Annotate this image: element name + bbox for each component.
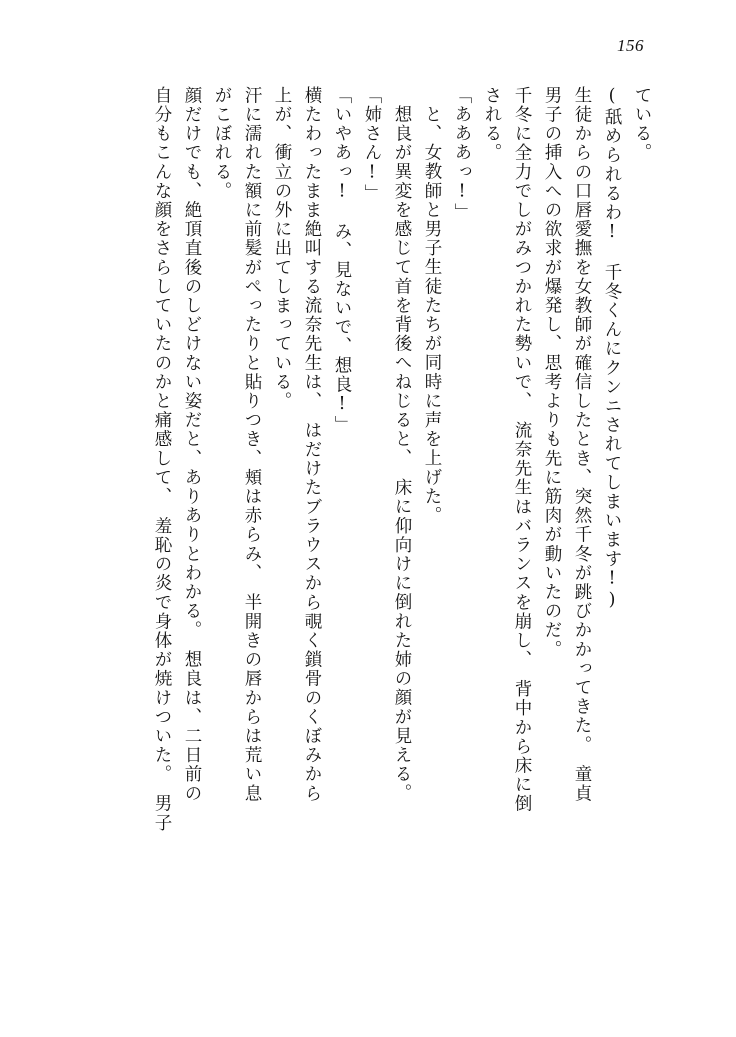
vertical-text-body — [88, 86, 650, 966]
text-line: 「姉さん!」 — [362, 86, 382, 204]
text-line: 想良が異変を感じて首を背後へねじると、 床に仰向けに倒れた姉の顔が見える。 — [392, 105, 412, 803]
text-line: される。 — [482, 86, 502, 163]
text-line: 「いやあっ! み、見ないで、想良!」 — [332, 86, 352, 435]
text-line: 横たわったまま絶叫する流奈先生は、 はだけたブラウスから覗く鎖骨のくぼみから — [302, 86, 322, 804]
text-line: (舐められるわ! 千冬くんにクンニされてしまいます!) — [602, 86, 622, 612]
text-line: 自分もこんな顔をさらしていたのかと痛感して、 羞恥の炎で身体が焼けついた。 男子 — [152, 86, 172, 833]
text-line: 千冬に全力でしがみつかれた勢いで、 流奈先生はバランスを崩し、 背中から床に倒 — [512, 86, 532, 814]
text-line: 顔だけでも、絶頂直後のしどけない姿だと、ありありとわかる。 想良は、二日前の — [182, 86, 202, 804]
text-line: 上が、衝立の外に出てしまっている。 — [272, 86, 292, 411]
text-line: 汗に濡れた額に前髪がぺったりと貼りつき、頬は赤らみ、 半開きの唇からは荒い息 — [242, 86, 262, 804]
page-number: 156 — [617, 36, 644, 55]
text-line: 「あああっ!」 — [452, 86, 472, 223]
text-line: 生徒からの口唇愛撫を女教師が確信したとき、突然千冬が跳びかかってきた。 童貞 — [572, 86, 592, 804]
text-line: と、女教師と男子生徒たちが同時に声を上げた。 — [422, 105, 442, 526]
text-line: 男子の挿入への欲求が爆発し、思考よりも先に筋肉が動いたのだ。 — [542, 86, 562, 659]
text-line: がこぼれる。 — [212, 86, 232, 201]
text-line: ている。 — [632, 86, 652, 163]
